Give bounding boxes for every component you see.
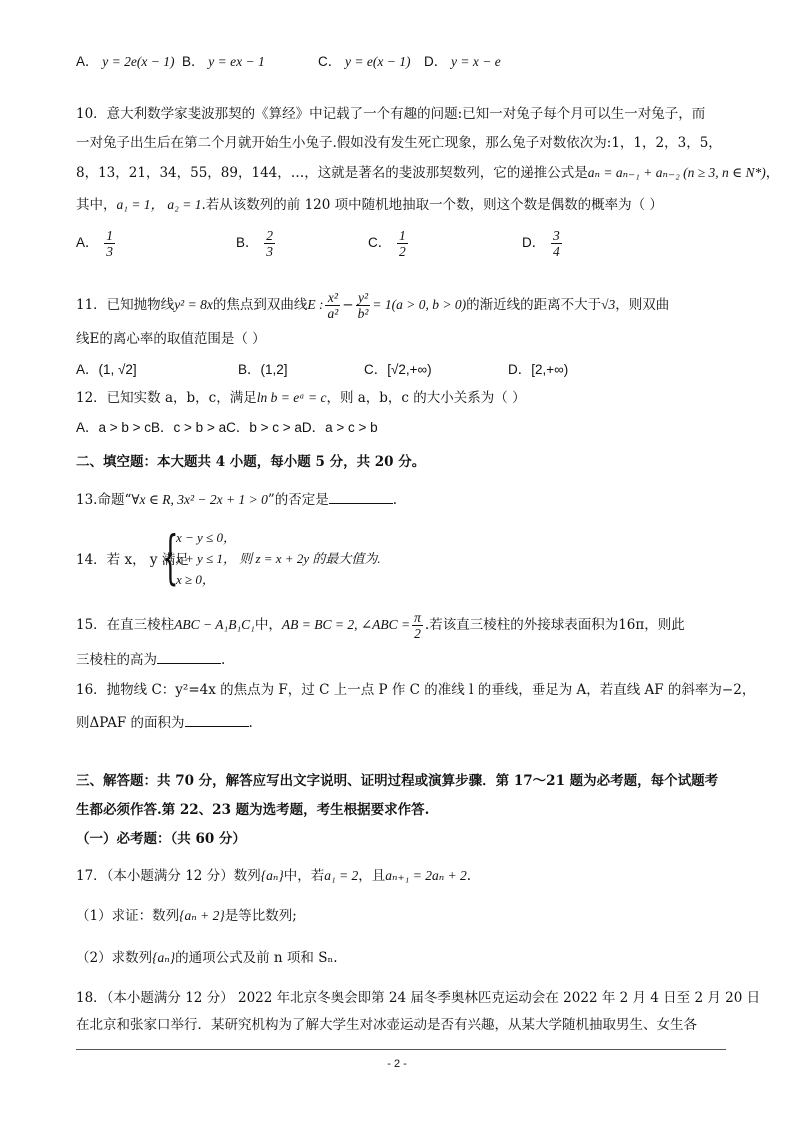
- q12-text: ，则 a，b，c 的大小关系为（ ）: [326, 390, 526, 406]
- q14-system: [162, 523, 381, 591]
- option-formula: y = x − e: [451, 54, 501, 69]
- denominator: 3: [106, 244, 114, 259]
- q17-part-2: [76, 948, 726, 968]
- q10-option-c: [368, 228, 410, 259]
- numerator: y²: [356, 290, 371, 306]
- constraint-2: x + y ≤ 1， 则 z = x + 2y 的最大值为.: [176, 551, 381, 566]
- q17-text: （2）求数列: [76, 950, 153, 966]
- q13-text: 13.命题“: [76, 492, 132, 508]
- punct: .: [221, 652, 226, 668]
- answer-blank: [185, 712, 249, 727]
- fraction-x: [325, 290, 340, 321]
- brace-icon: {: [162, 523, 179, 591]
- denominator: 2: [414, 626, 421, 641]
- q11-line-1: 11．已知抛物线y² = 8x的焦点到双曲线E : $\frac{\text{x²}}{\text{a²}}$ − $\frac{\text{y²}}{\text{b²}}$ = 1(a > 0, b > 0)的渐近线的距离不大于√3，则双曲: [76, 290, 670, 321]
- q12-options: A．a > b > cB．c > b > aC．b > c > aD．a > c > b: [76, 420, 378, 435]
- q17-part-1: [76, 906, 726, 926]
- first-term: a₁ = 2: [324, 868, 359, 883]
- q14-constraints: [176, 527, 381, 590]
- q10-line-1: 10．意大利数学家斐波那契的《算经》中记载了一个有趣的问题:已知一对兔子每个月可以生一对兔子，而: [76, 106, 706, 122]
- q15-text: 15．在直三棱柱: [76, 617, 175, 633]
- page-number: - 2 -: [387, 1058, 407, 1070]
- parabola-equation: y² = 8x: [174, 297, 213, 312]
- section-2-heading: 二、填空题：本大题共 4 小题，每小题 5 分，共 20 分。: [76, 454, 426, 470]
- sequence: {aₙ + 2}: [179, 908, 225, 923]
- option-label: B．: [236, 235, 259, 251]
- option-label: C．: [368, 235, 392, 251]
- q17-text: 17．（本小题满分 12 分）数列: [76, 868, 261, 884]
- punct: .: [248, 715, 253, 731]
- option-fraction: [264, 228, 275, 259]
- q11-option-c: C．[√2,+∞): [364, 362, 432, 377]
- proposition-formula: ∀x ∈ R, 3x² − 2x + 1 > 0: [131, 492, 268, 507]
- numerator: x²: [325, 290, 340, 306]
- q11-text: 11．已知抛物线: [76, 297, 175, 313]
- q17-heading: [76, 866, 726, 886]
- q17-text: 中，若: [283, 868, 325, 884]
- q9-option-c: [318, 50, 410, 70]
- q12-text: 12．已知实数 a，b，c，满足: [76, 390, 257, 406]
- option-label: D．: [522, 235, 546, 251]
- q15-line-2: [76, 649, 726, 670]
- q9-option-b: [182, 50, 265, 70]
- q10-option-a: [76, 228, 117, 259]
- numerator: 1: [399, 228, 406, 243]
- q14-intro: 14．若 x， y 满足: [76, 552, 189, 568]
- q12-condition: ln b = eᵃ = c: [256, 390, 327, 405]
- q11-option-b: B．(1,2]: [238, 362, 288, 377]
- prism-name: ABC − A₁B₁C₁: [174, 617, 255, 632]
- q17-text: ，且: [358, 868, 386, 884]
- q15-text: 中，: [254, 617, 282, 633]
- q9-option-a: [76, 50, 174, 70]
- q17-text: 的通项公式及前 n 项和 Sₙ.: [175, 950, 338, 966]
- q9-option-d: [424, 50, 501, 70]
- denominator: 2: [399, 244, 406, 259]
- option-fraction: [104, 228, 115, 259]
- pi-over-2: [412, 610, 423, 641]
- option-label: D．: [424, 54, 448, 69]
- answer-blank: [329, 489, 393, 504]
- q10-text: 8，13，21，34，55，89，144，…，这就是著名的斐波那契数列，它的递推公式是: [76, 165, 588, 181]
- q11-text: ，则双曲: [615, 297, 670, 313]
- initial-conditions: a₁ = 1， a₂ = 1: [116, 197, 202, 212]
- numerator: 3: [553, 228, 560, 243]
- q18-line-1: 18．（本小题满分 12 分） 2022 年北京冬奥会即第 24 届冬季奥林匹克运动会在 2022 年 2 月 4 日至 2 月 20 日: [76, 990, 761, 1006]
- option-formula: y = ex − 1: [208, 54, 265, 69]
- q15-line-1: [76, 608, 726, 642]
- recurrence: aₙ₊₁ = 2aₙ + 2: [385, 868, 467, 883]
- q17-text: （1）求证：数列: [76, 908, 180, 924]
- punct: ，: [765, 165, 780, 181]
- fibonacci-recurrence: aₙ = aₙ₋₁ + aₙ₋₂ (n ≥ 3, n ∈ N*): [587, 165, 766, 180]
- option-formula: y = 2e(x − 1): [102, 54, 175, 69]
- numerator: 2: [266, 228, 274, 243]
- punct: .: [466, 868, 472, 884]
- q13-line: [76, 489, 726, 510]
- section-3-line-2: 生都必须作答.第 22、23 题为选考题，考生根据要求作答.: [76, 802, 430, 818]
- q11-text: 的焦点到双曲线: [212, 297, 308, 313]
- numerator: 1: [106, 228, 114, 243]
- q11-line-2: 线E的离心率的取值范围是（ ）: [76, 331, 266, 347]
- q10-option-d: [522, 228, 564, 259]
- q11-option-a: A．(1, √2]: [76, 362, 137, 377]
- q16-line-1: 16．抛物线 C：y²=4x 的焦点为 F，过 C 上一点 P 作 C 的准线 l 的垂线，垂足为 A，若直线 AF 的斜率为−2，: [76, 682, 756, 698]
- sqrt-3: √3: [601, 297, 616, 312]
- q12-line-1: [76, 388, 726, 408]
- q18-line-2: 在北京和张家口举行．某研究机构为了解大学生对冰壶运动是否有兴趣，从某大学随机抽取男生、女生各: [76, 1017, 697, 1033]
- q16-line-2: [76, 712, 726, 733]
- prism-condition: AB = BC = 2, ∠ABC =: [281, 617, 411, 632]
- option-fraction: [551, 228, 562, 259]
- option-label: A．: [76, 235, 99, 251]
- required-heading: （一）必考题：（共 60 分）: [76, 831, 246, 847]
- numerator: π: [414, 610, 421, 625]
- q13-text: ”的否定是: [267, 492, 329, 508]
- option-label: C．: [318, 54, 342, 69]
- q10-question: .若从该数列的前 120 项中随机地抽取一个数，则这个数是偶数的概率为（ ）: [201, 197, 663, 213]
- option-label: A．: [76, 54, 99, 69]
- option-fraction: [397, 228, 408, 259]
- answer-blank: [157, 649, 221, 664]
- q10-line-3: [76, 163, 780, 183]
- sequence: {aₙ}: [152, 950, 176, 965]
- punct: .: [392, 492, 398, 508]
- denominator: 4: [553, 244, 560, 259]
- constraint-3: x ≥ 0，: [176, 572, 215, 587]
- q17-text: 是等比数列;: [224, 908, 297, 924]
- sequence: {aₙ}: [260, 868, 284, 883]
- q10-line-4: [76, 195, 726, 215]
- q10-line-2: 一对兔子出生后在第二个月就开始生小兔子.假如没有发生死亡现象，那么兔子对数依次为:1，1，2，3，5，: [76, 135, 722, 151]
- denominator: b²: [357, 306, 369, 321]
- option-formula: y = e(x − 1): [345, 54, 411, 69]
- q10-option-b: [236, 228, 277, 259]
- q10-text: 其中，: [76, 197, 117, 213]
- q11-text: 的渐近线的距离不大于: [466, 297, 602, 313]
- hyperbola-name: E :: [307, 297, 324, 312]
- denominator: a²: [327, 306, 339, 321]
- constraint-1: x − y ≤ 0，: [176, 530, 236, 545]
- footer-divider: [76, 1049, 726, 1050]
- option-label: B．: [182, 54, 205, 69]
- denominator: 3: [266, 244, 274, 259]
- q15-text: 三棱柱的高为: [76, 652, 157, 668]
- section-3-line-1: 三、解答题：共 70 分，解答应写出文字说明、证明过程或演算步骤．第 17～21 题为必考题，每个试题考: [76, 773, 719, 789]
- hyperbola-rest: = 1(a > 0, b > 0): [372, 297, 467, 312]
- q16-text: 则ΔPAF 的面积为: [76, 715, 185, 731]
- fraction-y: [356, 290, 371, 321]
- q15-text: .若该直三棱柱的外接球表面积为16π，则此: [424, 617, 685, 633]
- q11-option-d: D．[2,+∞): [508, 362, 569, 377]
